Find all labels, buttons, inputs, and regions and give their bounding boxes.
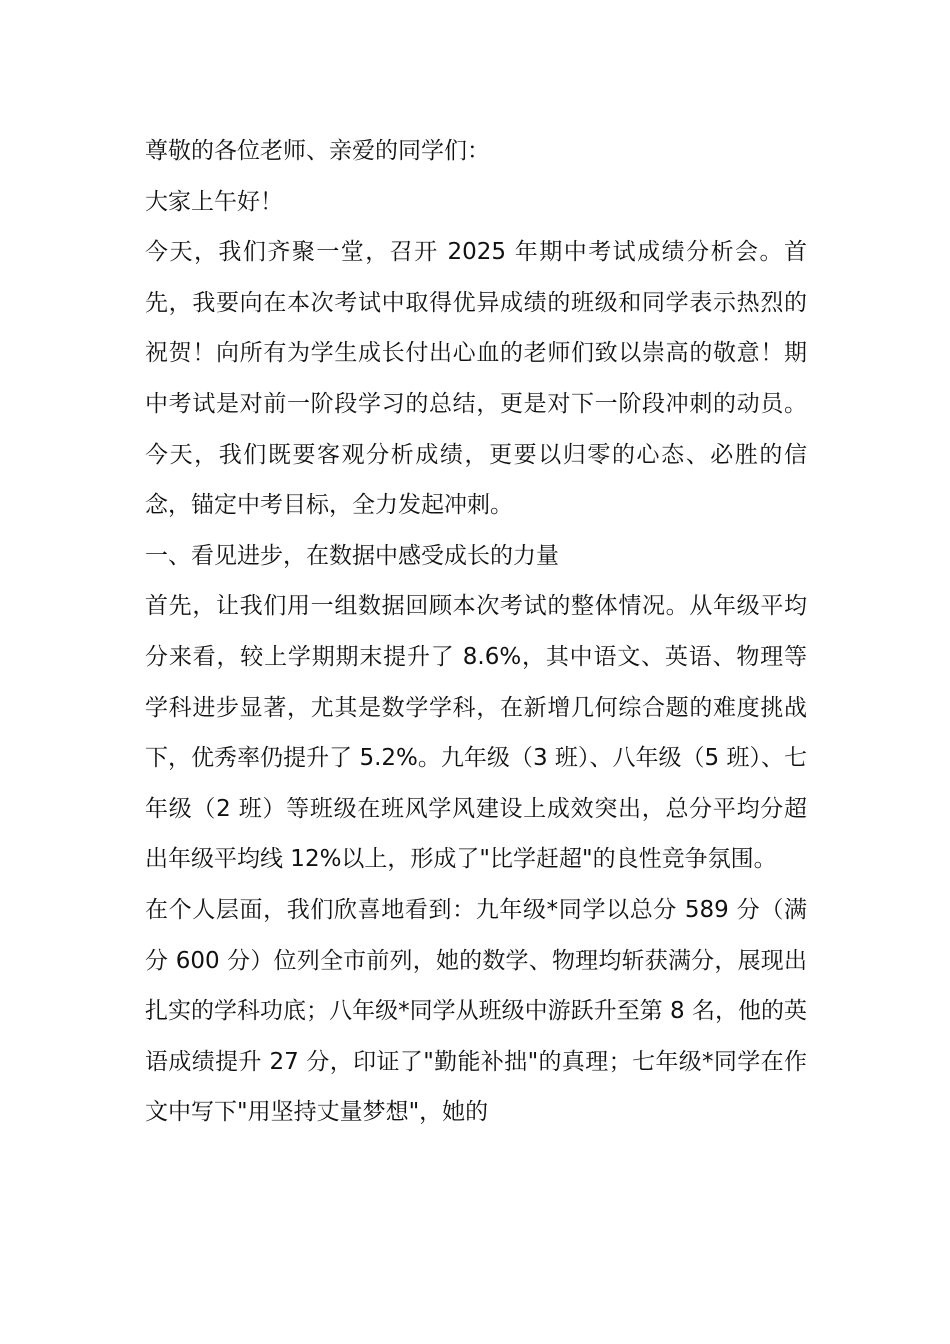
section-heading: 一、看见进步，在数据中感受成长的力量 (145, 542, 559, 569)
document-body (145, 126, 807, 1138)
greeting: 大家上午好！ (145, 188, 283, 215)
individual-achievements-paragraph: 在个人层面，我们欣喜地看到：九年级*同学以总分 589 分（满分 600 分）位列全市前列，她的数学、物理均斩获满分，展现出扎实的学科功底；八年级*同学从班级中游跃升至第 8 名，他的英语成绩提升 27 分，印证了"勤能补拙"的真理；七年级*同学在作文中写下"用坚持丈量梦想"，她的 (145, 896, 807, 1126)
opening-paragraph: 今天，我们齐聚一堂，召开 2025 年期中考试成绩分析会。首先，我要向在本次考试中取得优异成绩的班级和同学表示热烈的祝贺！向所有为学生成长付出心血的老师们致以崇高的敬意！期中考试是对前一阶段学习的总结，更是对下一阶段冲刺的动员。今天，我们既要客观分析成绩，更要以归零的心态、必胜的信念，锚定中考目标，全力发起冲刺。 (145, 239, 807, 519)
data-review-paragraph: 首先，让我们用一组数据回顾本次考试的整体情况。从年级平均分来看，较上学期期末提升了 8.6%，其中语文、英语、物理等学科进步显著，尤其是数学学科，在新增几何综合题的难度挑战下，优秀率仍提升了 5.2%。九年级（3 班）、八年级（5 班）、七年级（2 班）等班级在班风学风建设上成效突出，总分平均分超出年级平均线 12%以上，形成了"比学赶超"的良性竞争氛围。 (145, 593, 807, 873)
salutation: 尊敬的各位老师、亲爱的同学们： (145, 138, 490, 164)
